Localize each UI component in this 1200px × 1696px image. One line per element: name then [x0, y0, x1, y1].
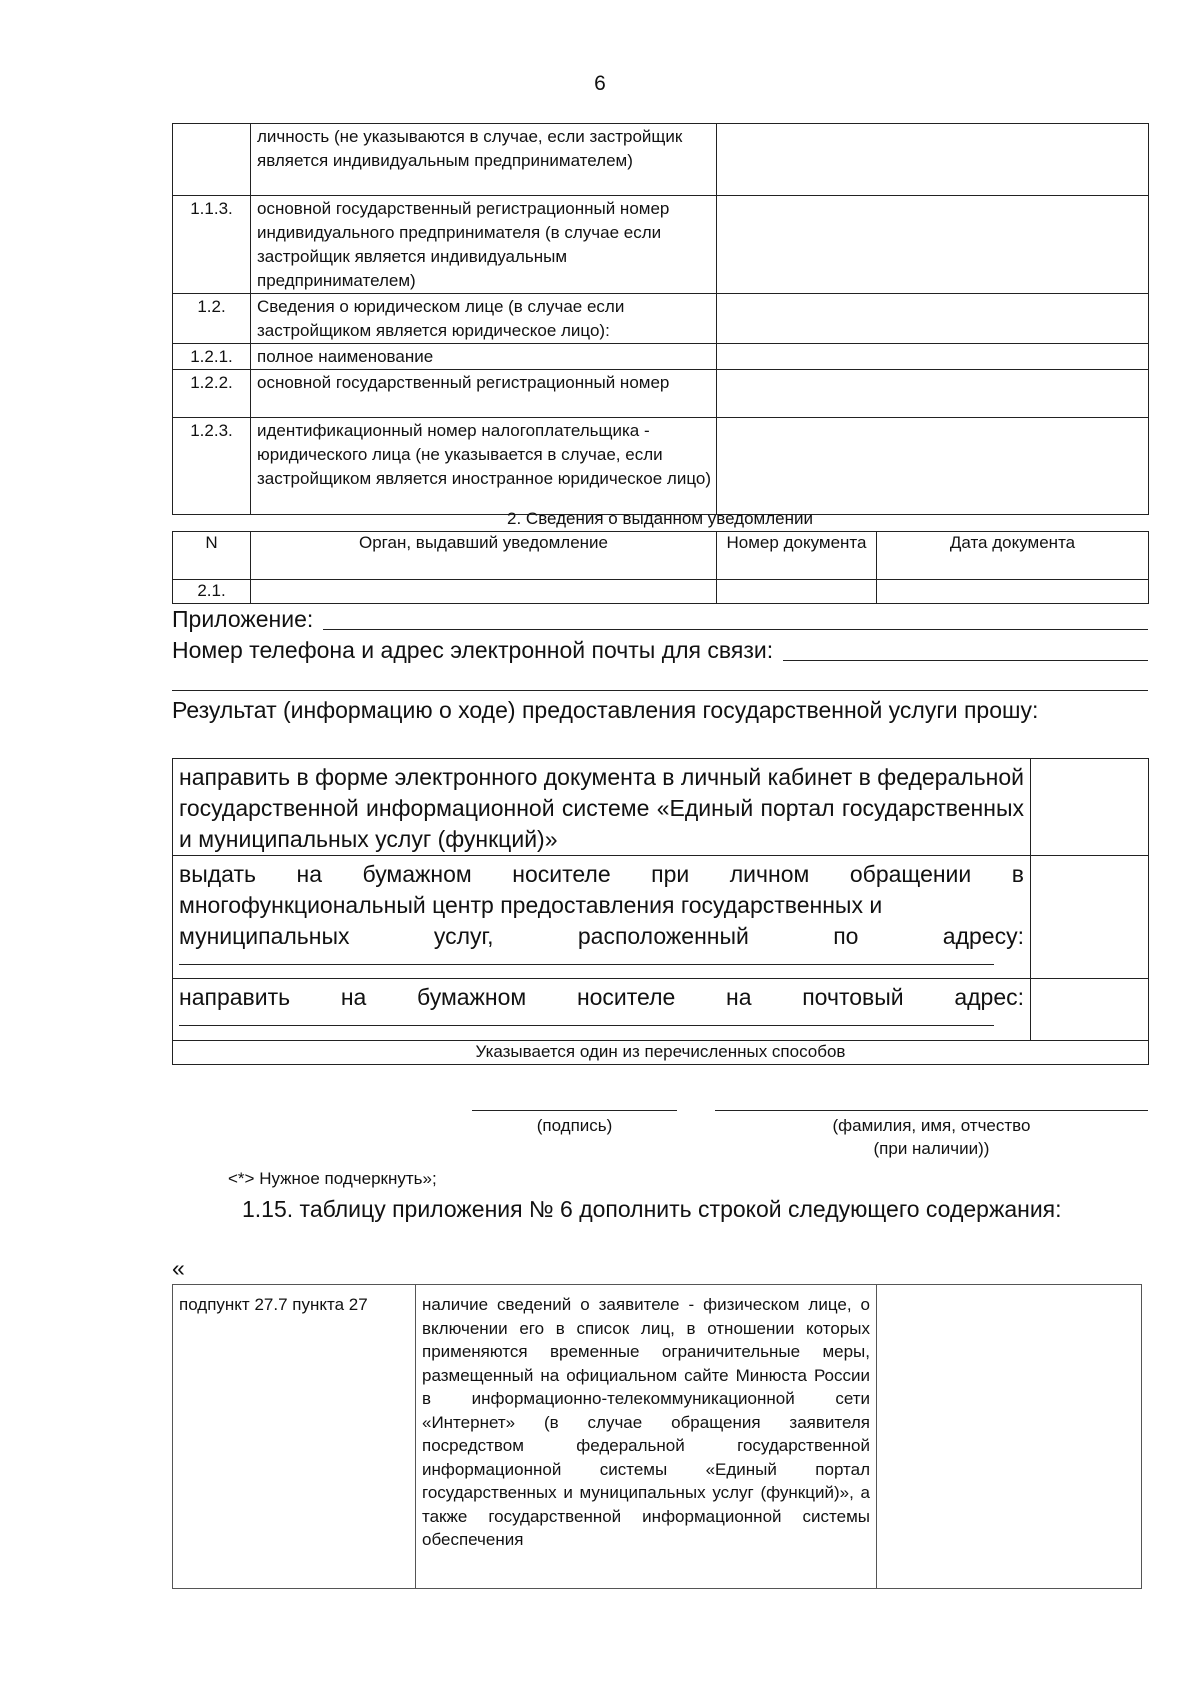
footnote: <*> Нужное подчеркнуть»; — [228, 1169, 437, 1188]
option-electronic-text: направить в форме электронного документа в личный кабинет в федеральной государственной информационной системе «Единый портал государственных и муниципальных услуг (функций)» — [173, 759, 1031, 856]
header-authority: Орган, выдавший уведомление — [251, 532, 717, 580]
row-number-cell — [173, 124, 251, 196]
attachment-field[interactable] — [323, 607, 1148, 630]
section-2-title: 2. Сведения о выданном уведомлении — [507, 509, 813, 528]
row-value-cell[interactable] — [717, 344, 1149, 370]
row-description-cell: полное наименование — [251, 344, 717, 370]
header-n: N — [173, 532, 251, 580]
row-description-cell: основной государственный регистрационный номер индивидуального предпринимателя (в случае если застройщик является индивидуальным предпринимателем) — [251, 196, 717, 294]
option-row — [173, 856, 1149, 979]
row-number-cell: 2.1. — [173, 580, 251, 604]
options-note: Указывается один из перечисленных способов — [173, 1041, 1149, 1065]
contact-label: Номер телефона и адрес электронной почты для связи: — [172, 637, 774, 663]
option-mfc-checkbox[interactable] — [1031, 856, 1149, 979]
option-mfc-text-last: муниципальных услуг, расположенный по адресу: — [179, 923, 1024, 949]
name-caption-2: (при наличии)) — [873, 1139, 990, 1158]
option-electronic-checkbox[interactable] — [1031, 759, 1149, 856]
contact-extra-line[interactable] — [172, 690, 1148, 691]
full-name-field[interactable] — [715, 1110, 1148, 1111]
option-post-text: направить на бумажном носителе на почтовый адрес: — [179, 984, 1024, 1010]
row-value-cell[interactable] — [717, 418, 1149, 515]
result-request-text: Результат (информацию о ходе) предоставления государственной услуги прошу: — [172, 697, 1039, 723]
row-description-cell: Сведения о юридическом лице (в случае если застройщиком является юридическое лицо): — [251, 294, 717, 344]
row-number-cell: 1.2.3. — [173, 418, 251, 515]
applicant-details-table — [172, 123, 1149, 515]
table-header-row — [173, 532, 1149, 580]
notification-table — [172, 531, 1149, 604]
contact-line — [172, 635, 1148, 665]
row-value-cell[interactable] — [717, 196, 1149, 294]
delivery-options-table — [172, 758, 1149, 1065]
option-row — [173, 759, 1149, 856]
attachment-label: Приложение: — [172, 606, 314, 632]
row-description-cell: основной государственный регистрационный номер — [251, 370, 717, 418]
row-description-cell: идентификационный номер налогоплательщика - юридического лица (не указывается в случае, если застройщиком является иностранное юридическое лицо) — [251, 418, 717, 515]
option-mfc-cell — [173, 856, 1031, 979]
row-number-cell: 1.1.3. — [173, 196, 251, 294]
header-doc-number: Номер документа — [717, 532, 877, 580]
postal-address-field[interactable] — [179, 1013, 994, 1026]
row-number-cell: 1.2. — [173, 294, 251, 344]
table-row — [173, 1285, 1142, 1589]
doc-date-field[interactable] — [877, 580, 1149, 604]
table-row — [173, 344, 1149, 370]
row-empty-cell — [877, 1285, 1142, 1589]
row-description-cell: личность (не указываются в случае, если застройщик является индивидуальным предпринимателем) — [251, 124, 717, 196]
row-number-cell: 1.2.1. — [173, 344, 251, 370]
row-description-cell: наличие сведений о заявителе - физическом лице, о включении его в список лиц, в отношении которых применяются временные ограничительные меры, размещенный на официальном сайте Минюста России в информационно-телекоммуникационной сети «Интернет» (в случае обращения заявителя посредством федеральной государственной информационной системы «Единый портал государственных и муниципальных услуг (функций)», а также государственной информационной системы обеспечения — [416, 1285, 877, 1589]
option-note-row — [173, 1041, 1149, 1065]
option-post-cell — [173, 979, 1031, 1041]
contact-field[interactable] — [783, 638, 1148, 661]
row-value-cell[interactable] — [717, 124, 1149, 196]
name-caption-1: (фамилия, имя, отчество — [832, 1116, 1031, 1135]
open-quote: « — [172, 1255, 185, 1281]
mfc-address-field[interactable] — [179, 952, 994, 965]
row-number-cell: 1.2.2. — [173, 370, 251, 418]
table-row — [173, 418, 1149, 515]
table-row — [173, 294, 1149, 344]
table-row — [173, 370, 1149, 418]
appendix-6-row-table — [172, 1284, 1142, 1589]
amendment-paragraph: 1.15. таблицу приложения № 6 дополнить строкой следующего содержания: — [242, 1196, 1062, 1222]
row-value-cell[interactable] — [717, 370, 1149, 418]
option-post-checkbox[interactable] — [1031, 979, 1149, 1041]
page-number: 6 — [594, 72, 606, 95]
header-doc-date: Дата документа — [877, 532, 1149, 580]
row-reference-cell: подпункт 27.7 пункта 27 — [173, 1285, 416, 1589]
table-row — [173, 124, 1149, 196]
authority-field[interactable] — [251, 580, 717, 604]
signature-field[interactable] — [472, 1110, 677, 1111]
row-value-cell[interactable] — [717, 294, 1149, 344]
option-row — [173, 979, 1149, 1041]
doc-number-field[interactable] — [717, 580, 877, 604]
table-row — [173, 580, 1149, 604]
table-row — [173, 196, 1149, 294]
signature-caption: (подпись) — [536, 1116, 613, 1135]
attachment-line — [172, 604, 1148, 634]
option-mfc-text: выдать на бумажном носителе при личном обращении в многофункциональный центр предоставления государственных и — [179, 861, 1024, 918]
